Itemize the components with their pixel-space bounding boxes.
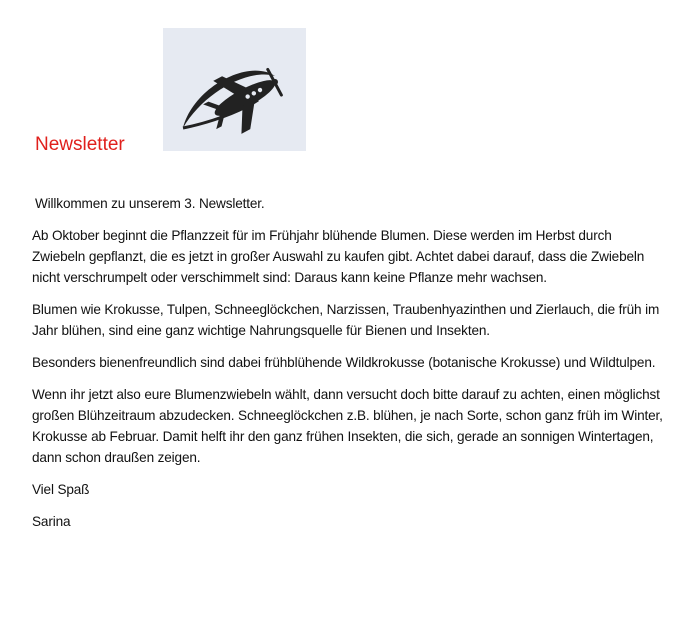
airplane-icon xyxy=(163,28,306,151)
closing-line: Viel Spaß xyxy=(32,482,90,497)
newsletter-title: Newsletter xyxy=(35,134,125,155)
body-paragraph: Wenn ihr jetzt also eure Blumenzwiebeln wählt, dann versucht doch bitte darauf zu achten, einen möglichst großen Blühzeitraum abzudecken. Schneeglöckchen z.B. blühen, je nach Sorte, schon ganz früh im Winter, Krokusse ab Februar. Damit helft ihr den ganz frühen Insekten, die sich, gerade an sonnigen Wintertagen, dann schon draußen zeigen. xyxy=(32,387,663,465)
welcome-paragraph: Willkommen zu unserem 3. Newsletter. xyxy=(35,196,265,211)
body-paragraph: Ab Oktober beginnt die Pflanzzeit für im Frühjahr blühende Blumen. Diese werden im Herbst durch Zwiebeln gepflanzt, die es jetzt in großer Auswahl zu kaufen gibt. Achtet dabei darauf, dass die Zwiebeln nicht verschrumpelt oder verschimmelt sind: Daraus kann keine Pflanze mehr wachsen. xyxy=(32,228,645,285)
body-paragraph: Blumen wie Krokusse, Tulpen, Schneeglöckchen, Narzissen, Traubenhyazinthen und Zierlauch, die früh im Jahr blühen, sind eine ganz wichtige Nahrungsquelle für Bienen und Insekten. xyxy=(32,302,660,338)
signature: Sarina xyxy=(32,514,71,529)
body-paragraph: Besonders bienenfreundlich sind dabei frühblühende Wildkrokusse (botanische Krokusse) und Wildtulpen. xyxy=(32,355,656,370)
newsletter-body xyxy=(32,193,664,543)
logo-image xyxy=(163,28,306,151)
